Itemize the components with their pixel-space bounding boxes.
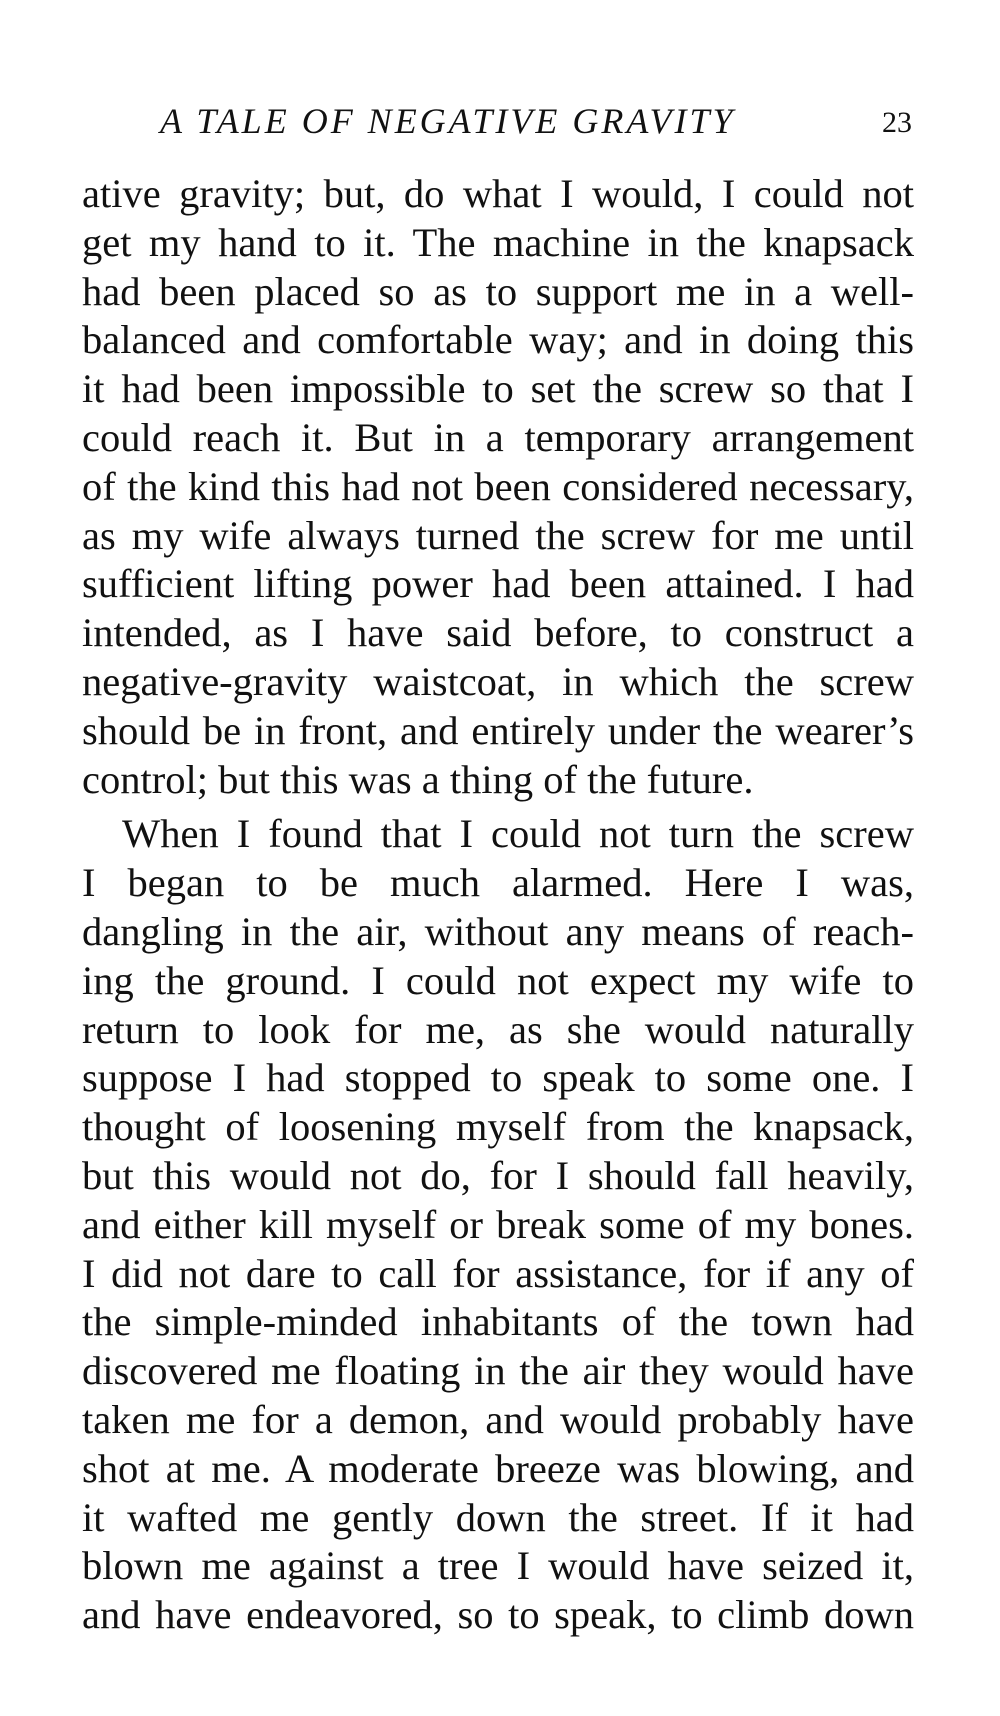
text-line: shot at me. A moderate breeze was blowing, and [82,1445,914,1491]
text-line: When I found that I could not turn the screw [122,811,914,857]
paragraph [82,170,914,804]
text-line: of the kind this had not been considered necessary, [82,463,914,509]
text-line: get my hand to it. The machine in the knapsack [82,219,914,265]
running-head [160,100,912,150]
paragraph [82,810,914,1640]
text-line: negative-gravity waistcoat, in which the screw [82,658,914,704]
text-line: it wafted me gently down the street. If it had [82,1494,914,1540]
text-line: ing the ground. I could not expect my wife to [82,957,914,1003]
text-line: taken me for a demon, and would probably have [82,1396,914,1442]
text-line: suppose I had stopped to speak to some one. I [82,1055,914,1101]
text-line: dangling in the air, without any means of reach- [82,908,914,954]
text-line: intended, as I have said before, to construct a [82,610,914,656]
text-line: ative gravity; but, do what I would, I could not [82,171,914,216]
text-line: had been placed so as to support me in a well- [82,268,914,314]
text-line: sufficient lifting power had been attained. I had [82,561,914,607]
text-line: I began to be much alarmed. Here I was, [82,860,914,906]
text-line: thought of loosening myself from the knapsack, [82,1104,914,1150]
text-line: balanced and comfortable way; and in doing this [82,317,914,363]
text-line: as my wife always turned the screw for me until [82,512,914,558]
text-line: the simple-minded inhabitants of the town had [82,1299,914,1345]
text-line: discovered me floating in the air they would have [82,1348,914,1394]
text-line: and have endeavored, so to speak, to climb down [82,1592,914,1638]
page-number: 23 [882,106,912,139]
text-line: blown me against a tree I would have seized it, [82,1543,914,1589]
body-text [82,170,914,1640]
running-title: A TALE OF NEGATIVE GRAVITY [160,101,736,141]
text-line: return to look for me, as she would naturally [82,1006,914,1052]
text-line: but this would not do, for I should fall heavily, [82,1152,914,1198]
text-line: it had been impossible to set the screw so that I [82,366,914,412]
text-line: should be in front, and entirely under the wearer’s [82,707,914,753]
text-line: and either kill myself or break some of my bones. [82,1201,914,1247]
text-line: control; but this was a thing of the future. [82,756,754,802]
text-line: I did not dare to call for assistance, for if any of [82,1250,914,1296]
text-line: could reach it. But in a temporary arrangement [82,414,914,460]
